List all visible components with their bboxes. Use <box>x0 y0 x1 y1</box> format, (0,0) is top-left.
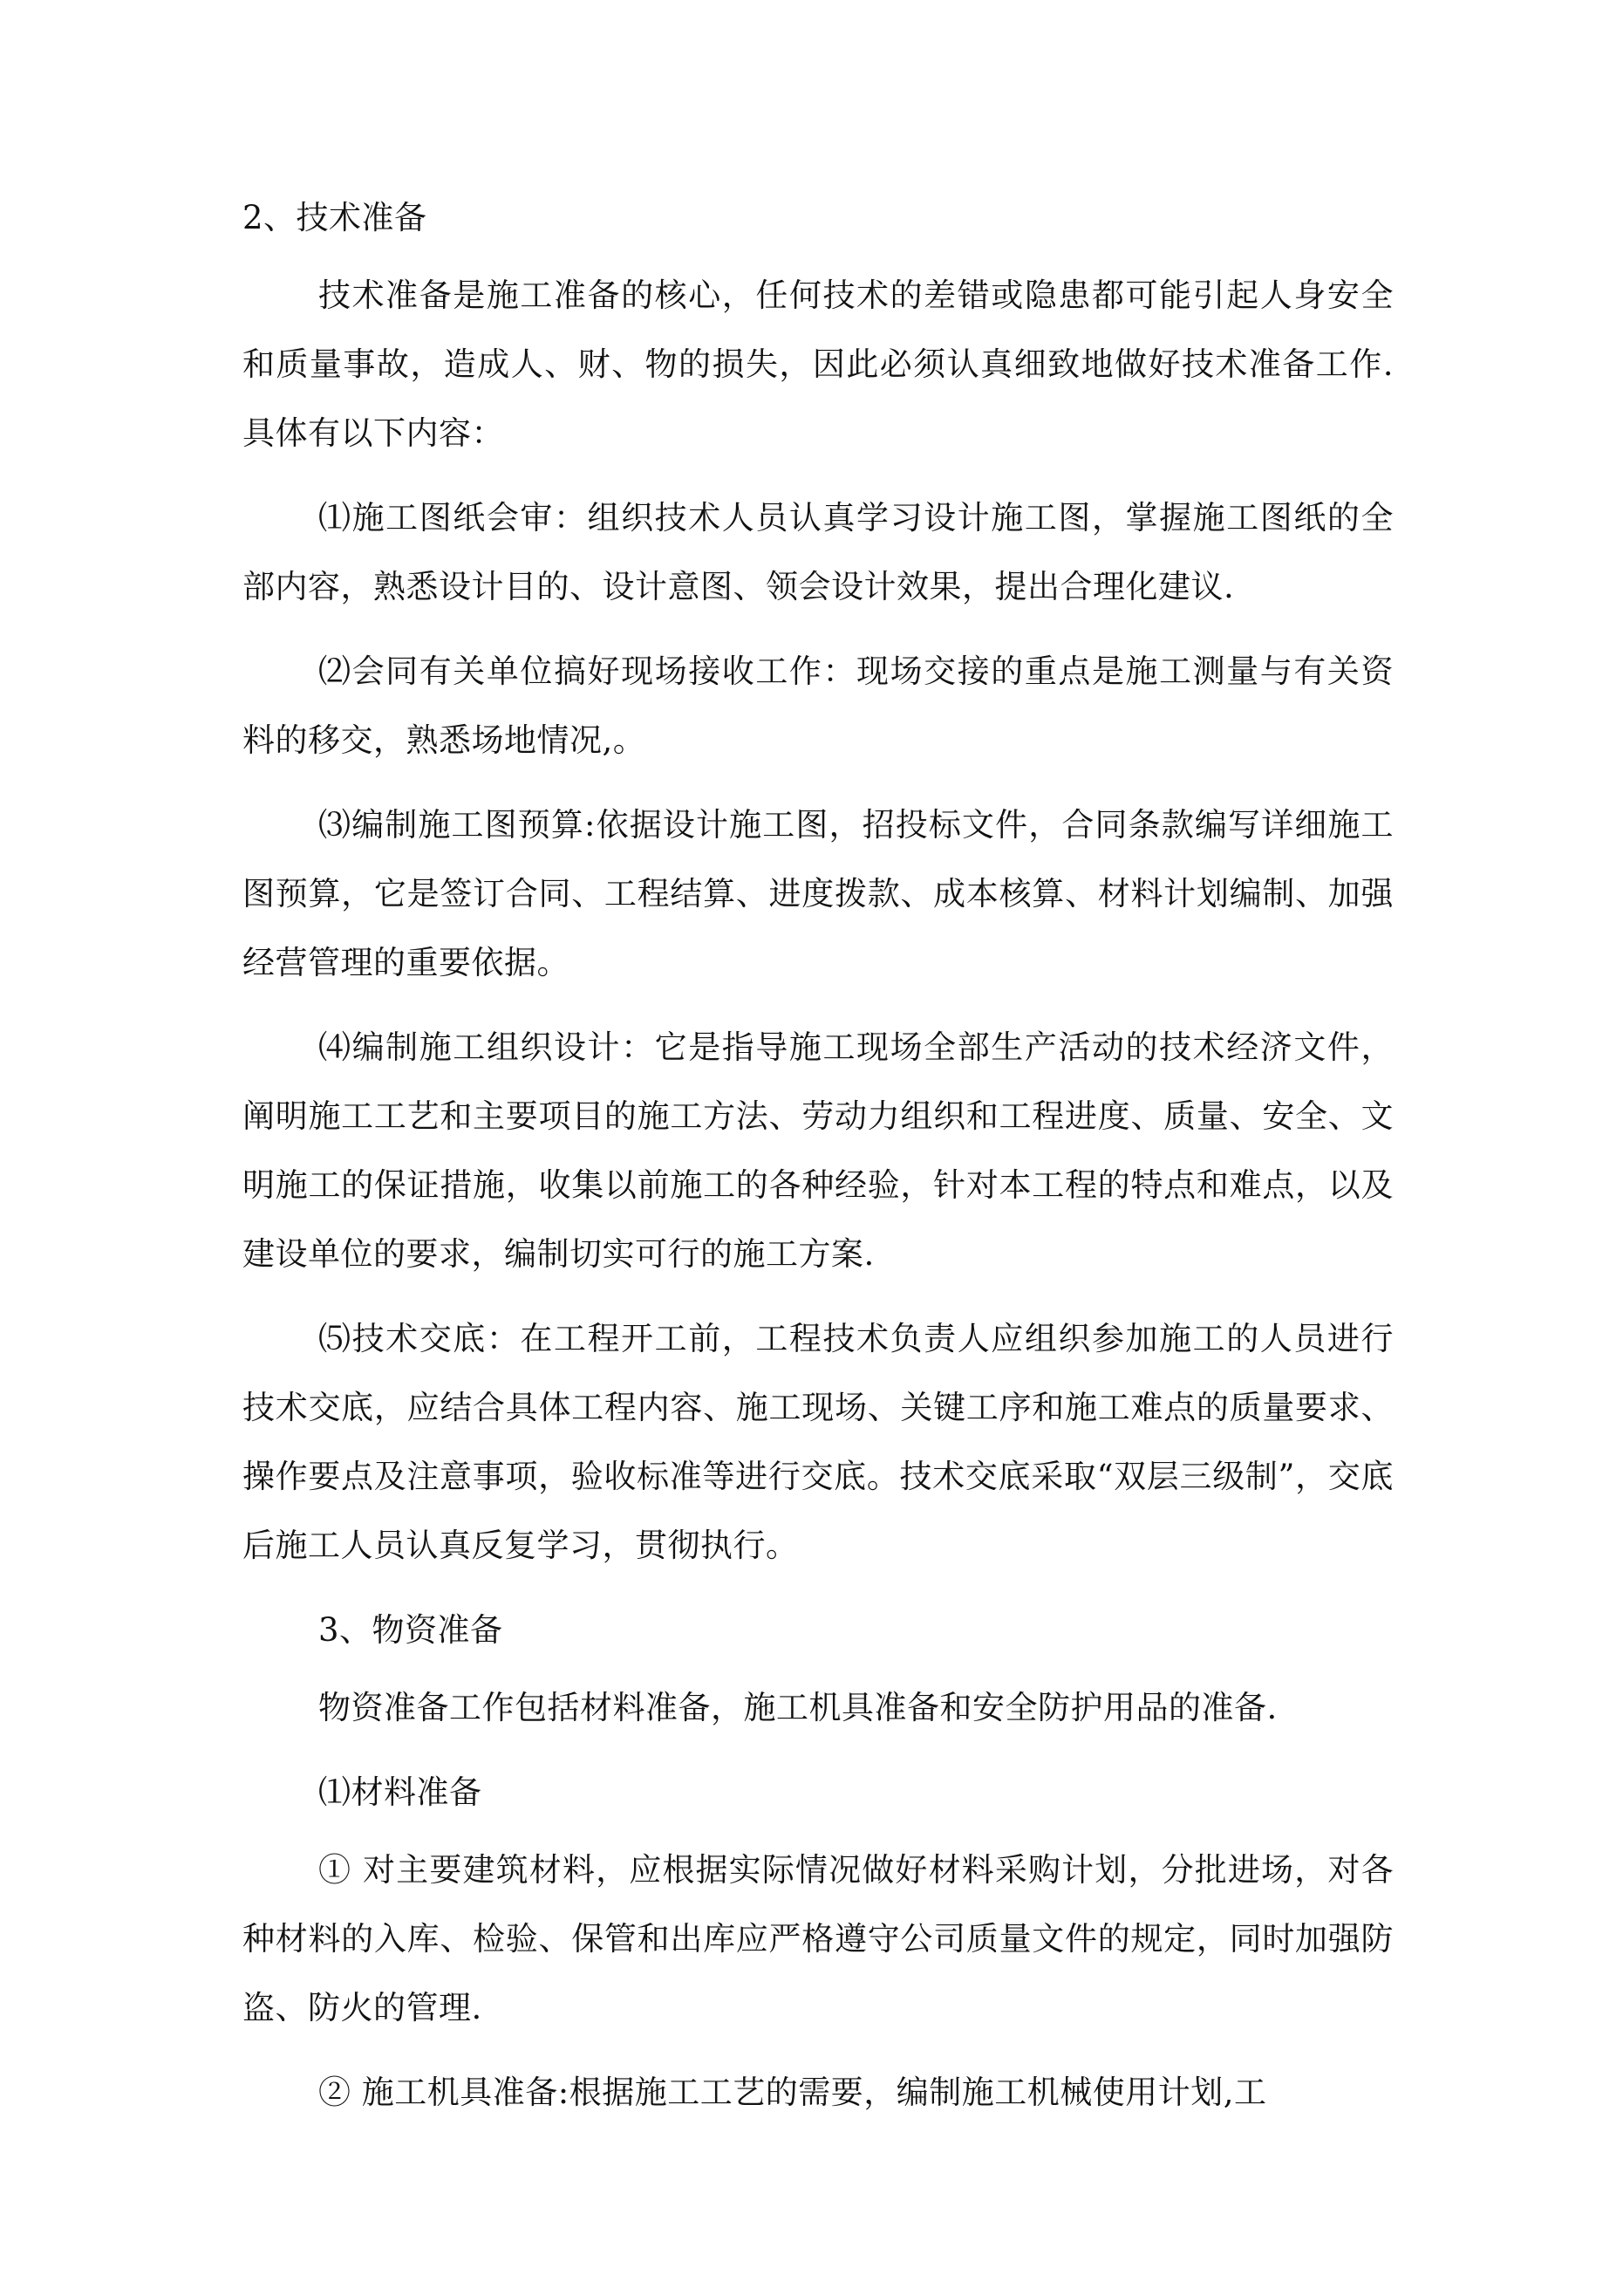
paragraph-main-materials: ① 对主要建筑材料，应根据实际情况做好材料采购计划，分批进场，对各种材料的入库、检验、保管和出库应严格遵守公司质量文件的规定，同时加强防盗、防火的管理. <box>242 1851 1394 2026</box>
paragraph-organization-design: ⑷编制施工组织设计：它是指导施工现场全部生产活动的技术经济文件，阐明施工工艺和主要项目的施工方法、劳动力组织和工程进度、质量、安全、文明施工的保证措施，收集以前施工的各种经验，针对本工程的特点和难点，以及建设单位的要求，编制切实可行的施工方案. <box>242 1028 1394 1273</box>
section-heading-material-preparation: 3、物资准备 <box>318 1611 503 1649</box>
paragraph-site-handover: ⑵会同有关单位搞好现场接收工作：现场交接的重点是施工测量与有关资料的移交，熟悉场地情况,。 <box>242 653 1394 759</box>
document-body <box>242 183 1394 2142</box>
paragraph-technical-briefing: ⑸技术交底：在工程开工前，工程技术负责人应组织参加施工的人员进行技术交底，应结合具体工程内容、施工现场、关键工序和施工难点的质量要求、操作要点及注意事项，验收标准等进行交底。技术交底采取“双层三级制”，交底后施工人员认真反复学习，贯彻执行。 <box>242 1320 1394 1564</box>
section-heading-technical-preparation: 2、技术准备 <box>242 199 427 236</box>
paragraph-material-intro: 物资准备工作包括材料准备，施工机具准备和安全防护用品的准备. <box>318 1689 1278 1726</box>
paragraph-budget: ⑶编制施工图预算:依据设计施工图，招投标文件，合同条款编写详细施工图预算，它是签订合同、工程结算、进度拨款、成本核算、材料计划编制、加强经营管理的重要依据。 <box>242 806 1394 981</box>
subheading-material-preparation: ⑴材料准备 <box>318 1773 482 1811</box>
paragraph-drawing-review: ⑴施工图纸会审：组织技术人员认真学习设计施工图，掌握施工图纸的全部内容，熟悉设计目的、设计意图、领会设计效果，提出合理化建议. <box>242 499 1394 605</box>
paragraph-machinery: ② 施工机具准备:根据施工工艺的需要，编制施工机械使用计划,工 <box>318 2074 1267 2111</box>
paragraph-technical-intro: 技术准备是施工准备的核心，任何技术的差错或隐患都可能引起人身安全和质量事故，造成人、财、物的损失，因此必须认真细致地做好技术准备工作.具体有以下内容： <box>242 277 1394 452</box>
